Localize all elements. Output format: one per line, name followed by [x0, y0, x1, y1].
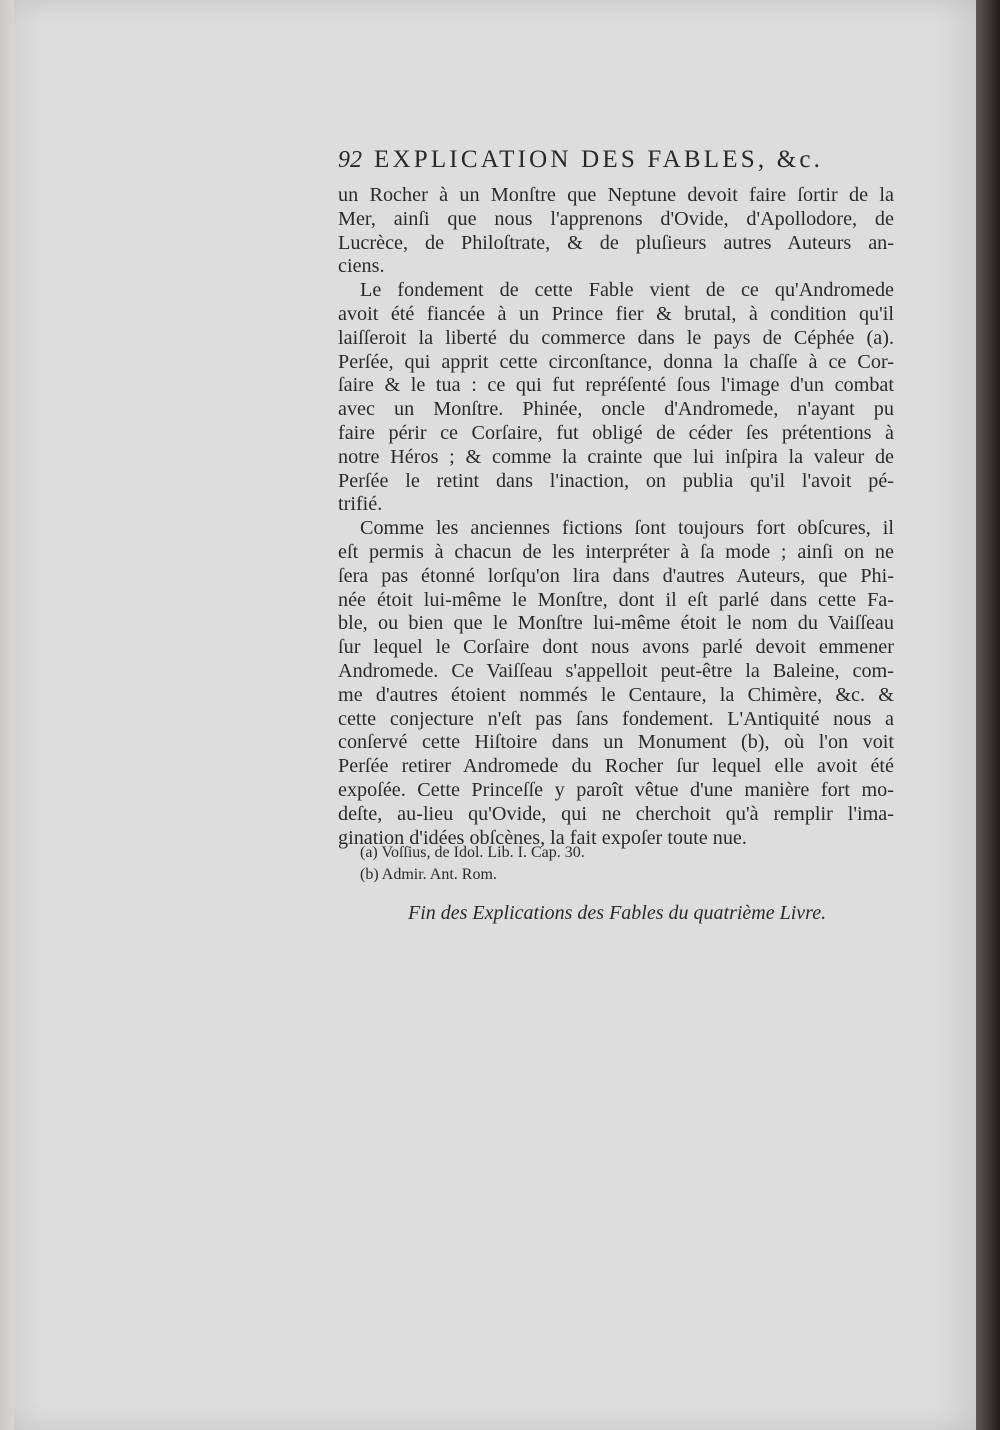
text-line: ble, ou bien que le Monſtre lui-même étoit le nom du Vaiſſeau	[338, 612, 894, 635]
book-end-note: Fin des Explications des Fables du quatrième Livre.	[408, 902, 827, 924]
text-line: ſera pas étonné lorſqu'on lira dans d'autres Auteurs, que Phi-	[338, 564, 894, 587]
text-line: un Rocher à un Monſtre que Neptune devoit faire ſortir de la	[338, 184, 894, 206]
text-line: notre Héros ; & comme la crainte que lui inſpira la valeur de	[338, 445, 894, 468]
text-line: Mer, ainſi que nous l'apprenons d'Ovide, d'Apollodore, de	[338, 207, 894, 230]
text-line: Comme les anciennes fictions ſont toujours fort obſcures, il	[360, 517, 894, 540]
next-page-edge	[976, 0, 1000, 1430]
text-line: trifié.	[338, 493, 383, 516]
text-line: ſur lequel le Corſaire dont nous avons parlé devoit emmener	[338, 636, 894, 659]
page-gutter	[0, 0, 14, 1430]
text-line: conſervé cette Hiſtoire dans un Monument (b), où l'on voit	[338, 731, 894, 754]
text-line: eſt permis à chacun de les interpréter à ſa mode ; ainſi on ne	[338, 540, 894, 563]
footnote-b: (b) Admir. Ant. Rom.	[360, 866, 497, 883]
text-line: avec un Monſtre. Phinée, oncle d'Andromede, n'ayant pu	[338, 398, 894, 421]
text-line: Lucrèce, de Philoſtrate, & de pluſieurs autres Auteurs an-	[338, 231, 894, 254]
text-line: faire périr ce Corſaire, fut obligé de céder ſes prétentions à	[338, 421, 894, 444]
footnote-a: (a) Voſſius, de Idol. Lib. I. Cap. 30.	[360, 844, 585, 861]
text-line: née étoit lui-même le Monſtre, dont il eſt parlé dans cette Fa-	[338, 588, 894, 611]
text-line: Perſée, qui apprit cette circonſtance, donna la chaſſe à ce Cor-	[338, 350, 894, 373]
text-line: Andromede. Ce Vaiſſeau s'appelloit peut-être la Baleine, com-	[338, 659, 894, 682]
text-line: ciens.	[338, 255, 385, 278]
text-line: ſaire & le tua : ce qui fut repréſenté ſous l'image d'un combat	[338, 374, 894, 397]
text-line: gination d'idées obſcènes, la fait expoſer toute nue.	[338, 826, 747, 849]
text-line: Perſée retirer Andromede du Rocher ſur lequel elle avoit été	[338, 755, 894, 778]
text-line: avoit été fiancée à un Prince fier & brutal, à condition qu'il	[338, 302, 894, 325]
text-line: cette conjecture n'eſt pas ſans fondement. L'Antiquité nous a	[338, 707, 894, 730]
text-line: me d'autres étoient nommés le Centaure, la Chimère, &c. &	[338, 683, 894, 706]
body-text	[338, 184, 894, 850]
text-line: deſte, au-lieu qu'Ovide, qui ne cherchoit qu'à remplir l'ima-	[338, 802, 894, 825]
text-line: Perſée le retint dans l'inaction, on publia qu'il l'avoit pé-	[338, 469, 894, 492]
page-header	[338, 146, 898, 174]
page-number: 92	[338, 147, 362, 173]
text-line: expoſée. Cette Princeſſe y paroît vêtue d'une manière fort mo-	[338, 778, 894, 801]
footnotes	[360, 842, 760, 886]
running-title: EXPLICATION DES FABLES, &c.	[374, 146, 824, 173]
text-line: laiſſeroit la liberté du commerce dans le pays de Céphée (a).	[338, 326, 894, 349]
text-line: Le fondement de cette Fable vient de ce qu'Andromede	[360, 279, 894, 302]
